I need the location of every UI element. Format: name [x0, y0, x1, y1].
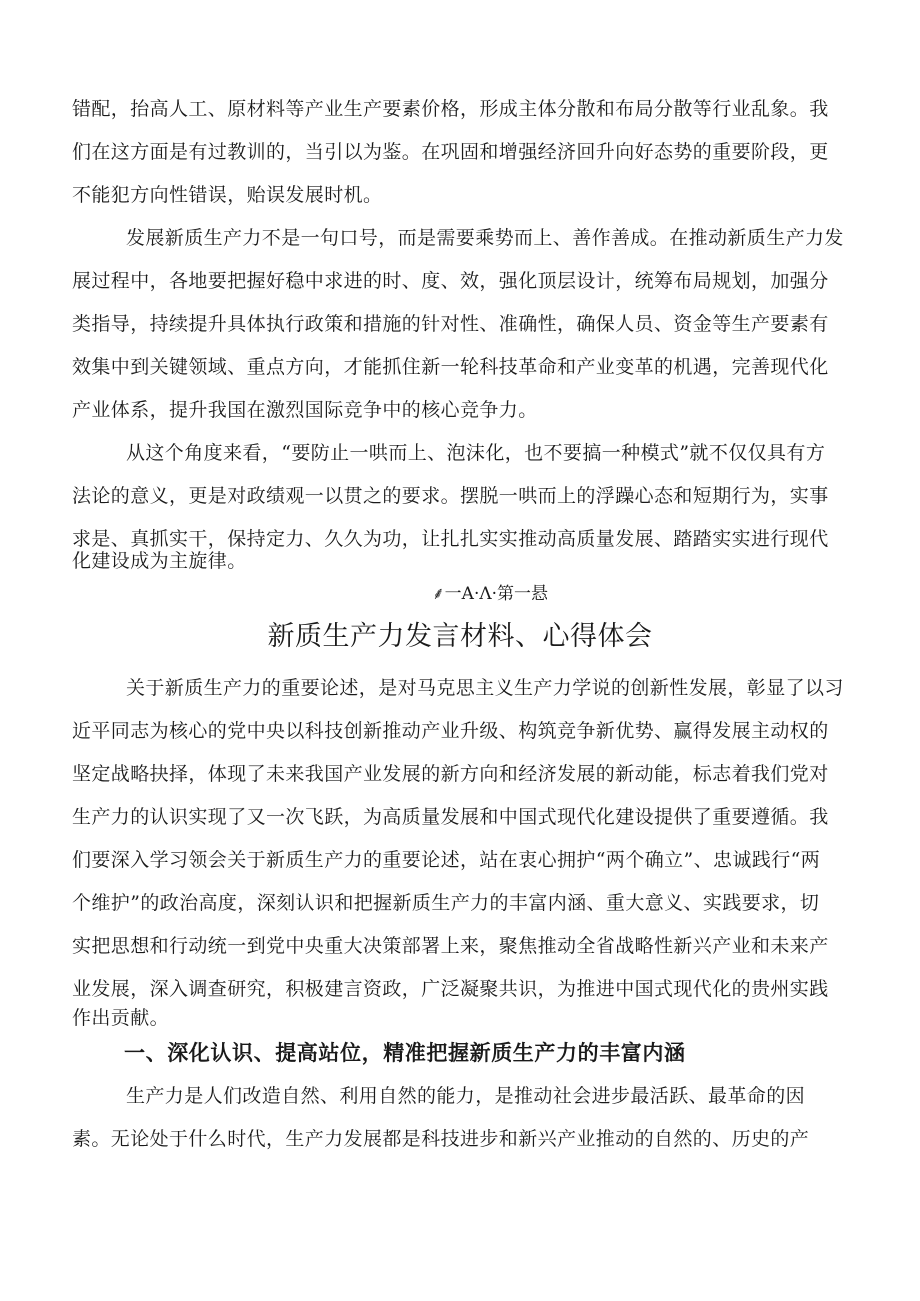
paragraph-line: 坚定战略抉择，体现了未来我国产业发展的新方向和经济发展的新动能，标志着我们党对 — [72, 763, 829, 785]
paragraph-line: 们在这方面是有过教训的，当引以为鉴。在巩固和增强经济回升向好态势的重要阶段，更 — [72, 141, 829, 163]
paragraph-line: 们要深入学习领会关于新质生产力的重要论述，站在衷心拥护“两个确立”、忠诚践行“两 — [72, 849, 821, 871]
paragraph-line: 化建设成为主旋律。 — [72, 550, 247, 572]
paragraph-line: 不能犯方向性错误，贻误发展时机。 — [72, 184, 383, 206]
paragraph-line: 法论的意义，更是对政绩观一以贯之的要求。摆脱一哄而上的浮躁心态和短期行为，实事 — [72, 485, 829, 507]
paragraph-line: 个维护”的政治高度，深刻认识和把握新质生产力的丰富内涵、重大意义、实践要求，切 — [72, 892, 820, 914]
section-marker: ⸙一A·Λ·第一悬 — [431, 584, 549, 604]
paragraph-line: 业发展，深入调查研究，积极建言资政，广泛凝聚共识，为推进中国式现代化的贵州实践 — [72, 978, 829, 1000]
section-heading: 一、深化认识、提高站位，精准把握新质生产力的丰富内涵 — [124, 1040, 686, 1065]
paragraph-line: 实把思想和行动统一到党中央重大决策部署上来，聚焦推动全省战略性新兴产业和未来产 — [72, 935, 829, 957]
paragraph-line: 从这个角度来看，“要防止一哄而上、泡沫化，也不要搞一种模式”就不仅仅具有方 — [126, 442, 826, 464]
paragraph-line: 求是、真抓实干，保持定力、久久为功，让扎扎实实推动高质量发展、踏踏实实进行现代 — [72, 528, 829, 550]
paragraph-line: 产业体系，提升我国在激烈国际竞争中的核心竞争力。 — [72, 399, 538, 421]
paragraph-line: 近平同志为核心的党中央以科技创新推动产业升级、构筑竞争新优势、赢得发展主动权的 — [72, 720, 829, 742]
paragraph-line: 生产力的认识实现了又一次飞跃，为高质量发展和中国式现代化建设提供了重要遵循。我 — [72, 806, 829, 828]
paragraph-line: 错配，抬高人工、原材料等产业生产要素价格，形成主体分散和布局分散等行业乱象。我 — [72, 98, 829, 120]
paragraph-line: 作出贡献。 — [72, 1007, 170, 1029]
paragraph-line: 类指导，持续提升具体执行政策和措施的针对性、准确性，确保人员、资金等生产要素有 — [72, 313, 829, 335]
paragraph-line: 发展新质生产力不是一句口号，而是需要乘势而上、善作善成。在推动新质生产力发 — [126, 227, 844, 249]
paragraph-line: 效集中到关键领域、重点方向，才能抓住新一轮科技革命和产业变革的机遇，完善现代化 — [72, 356, 829, 378]
paragraph-line: 素。无论处于什么时代，生产力发展都是科技进步和新兴产业推动的自然的、历史的产 — [72, 1128, 810, 1150]
paragraph-line: 展过程中，各地要把握好稳中求进的时、度、效，强化顶层设计，统筹布局规划，加强分 — [72, 270, 829, 292]
paragraph-line: 生产力是人们改造自然、利用自然的能力，是推动社会进步最活跃、最革命的因 — [126, 1085, 806, 1107]
document-title: 新质生产力发言材料、心得体会 — [267, 621, 653, 652]
paragraph-line: 关于新质生产力的重要论述，是对马克思主义生产力学说的创新性发展，彰显了以习 — [126, 677, 844, 699]
